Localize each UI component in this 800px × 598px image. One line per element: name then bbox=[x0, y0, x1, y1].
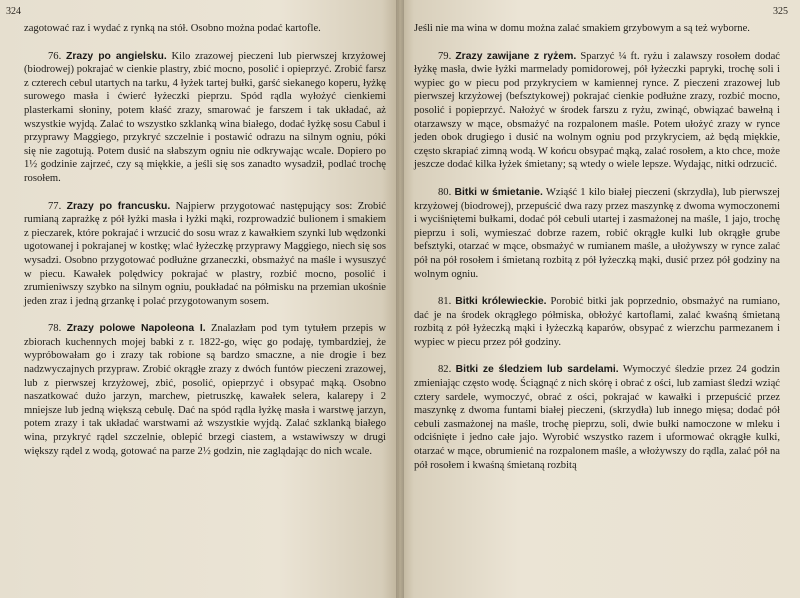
recipe-text: Najpierw przygotować następujący sos: Zrobić rumianą zaprażkę z pół łyżki masła i łyżki mąki, rozprowadzić bulionem i smakiem z pieczarek, które pokrajać i wrzucić do sosu wraz z kawałkiem szynki lub wędzonki ugotowanej i pokrajanej w kostkę; wlać łyżeczkę przyprawy Maggiego, niech się sos wysadzi. Osobno przygotować podłużne grzaneczki, obsmażyć na maśle i wysuszyć w piecu. Kawałek polędwicy pokrajać w plastry, rozbić mocno, posolić i zrumieniwszy szybko na silnym ogniu, poukładać na półmisku na przemian ukośnie jeden zraz i jedną grzankę i polać przygotowanym sosem. bbox=[24, 200, 386, 307]
recipe-number: 76. bbox=[48, 50, 62, 62]
recipe-title: Zrazy po angielsku. bbox=[66, 50, 167, 62]
recipe-79 bbox=[414, 50, 780, 172]
recipe-text: Kilo zrazowej pieczeni lub pierwszej krzyżowej (biodrowej) pokrajać w cienkie plastry, zbić mocno, posolić i opieprzyć. Zrobić farsz z czterech cebul utartych na tarku, 4 łyżek tartej bułki, garść siekanego koperu, łyżkę surowego masła i ćwierć łyżeczki pieprzu. Spód rądla wyłożyć cienkiemi plasterkami słoniny, potem kłaść zrazy, smarować je farszem i tak układać, aż wszystkie wyjdą. Zalać to wszystko szklanką wina białego, dodać łyżkę sosu Cabul i przyprawy Maggiego, przykryć szczelnie i postawić odrazu na silnym ogniu, póki się nie zagotują. Potem dusić na słabszym ogniu nie odkrywając wcale. Dopiero po 1½ godzinie zajrzeć, czy są miękkie, a jeśli się sos zanadto wysadził, podlać trochę rosołem. bbox=[24, 50, 386, 184]
page-number-left: 324 bbox=[6, 6, 21, 17]
recipe-number: 80. bbox=[438, 186, 452, 198]
recipe-title: Zrazy polowe Napoleona I. bbox=[66, 323, 206, 335]
recipe-77 bbox=[24, 200, 386, 309]
recipe-82 bbox=[414, 363, 780, 472]
recipe-76 bbox=[24, 50, 386, 186]
recipe-80 bbox=[414, 186, 780, 281]
recipe-title: Bitki ze śledziem lub sardelami. bbox=[455, 364, 619, 376]
recipe-number: 77. bbox=[48, 200, 62, 212]
recipe-title: Bitki w śmietanie. bbox=[454, 186, 543, 198]
right-page bbox=[398, 0, 800, 598]
recipe-text: Sparzyć ¼ ft. ryżu i zalawszy rosołem dodać łyżkę masła, dwie łyżki marmelady pomidorowej, pół łyżeczki papryki, trochę soli i wypiec go w piecu pod przykryciem w kamiennej rynce. Z pieczeni zrazowej lub pierwszej krzyżowej (befsztykowej) pokrajać cienkie podłużne zrazy, rozbić mocno, posolić i popieprzyć. Nałożyć w środek farszu z ryżu, zwinąć, obwiązać bawełną i otarzawszy w mące, obsmażyć na rozpalonem maśle. Potem ułożyć zrazy w rynce jeden obok drugiego i dusić na wolnym ogniu pod przykryciem, aż będą miękkie, często skrapiać zimną wodą. W końcu obsypać mąką, zalać rosołem, a kto chce, może jeszcze dodać kilka łyżek śmietany; są wtedy o wiele lepsze. Wydając, nitki odrzucić. bbox=[414, 50, 780, 171]
recipe-text: Wymoczyć śledzie przez 24 godzin zmieniając często wodę. Ściągnąć z nich skórę i obrać z ości, lub zamiast śledzi wziąć cztery sardele, wymoczyć, obrać z ości, pokrajać w kawałki i przepuścić przez maszynkę z dwoma funtami białej pieczeni, (skrzydła) lub innego mięsa; dodać pół cebuli zasmażonej na maśle, trochę pieprzu, soli, dwie bułki namoczone w mleku i odciśnięte i jedno całe jajo. Wyrobić wszystko razem i uformować okrągłe kulki, otarzać w mące, obrumienić na rozpalonem maśle, a włożywszy do rądla, zalać pół na pół rosołem i kwaśną śmietaną rozbitą bbox=[414, 364, 780, 471]
recipe-text: Wziąść 1 kilo białej pieczeni (skrzydła), lub pierwszej krzyżowej (biodrowej), przepuścić dwa razy przez maszynkę z dwoma wymoczonemi i wyciśniętemi bułkami, dodać pół cebuli utartej i zasmażonej na maśle, 1 jajo, trochę pieprzu i soli, wymieszać dobrze razem, robić okrągłe kulki lub okrągłe grube befsztyki, otarzać w mące, obsmażyć w rumianem maśle, a ułożywszy w rynce zalać pół na pół rosołem i śmietaną rozbitą z pół łyżeczką mąki, dusić przez pół godziny na wolnym ogniu. bbox=[414, 186, 780, 280]
page-number-right: 325 bbox=[773, 6, 788, 17]
continuation-text-left: zagotować raz i wydać z rynką na stół. Osobno można podać kartofle. bbox=[24, 23, 321, 34]
recipe-81 bbox=[414, 295, 780, 349]
recipe-number: 79. bbox=[438, 50, 452, 62]
recipe-title: Zrazy zawijane z ryżem. bbox=[455, 50, 577, 62]
recipe-text: Porobić bitki jak poprzednio, obsmażyć na rumiano, dać je na środek okrągłego półmiska, obłożyć kartoflami, zalać kwaśną śmietaną rozbitą z pół łyżeczką mąki i łyżeczką kaparów, obsypać z wierzchu parmezanem i wypiec w piecu przez pół godziny. bbox=[414, 296, 780, 348]
recipe-78 bbox=[24, 322, 386, 458]
recipe-number: 81. bbox=[438, 296, 452, 308]
recipe-number: 78. bbox=[48, 323, 62, 335]
continuation-text-right: Jeśli nie ma wina w domu można zalać smakiem grzybowym a są też wyborne. bbox=[414, 23, 750, 34]
recipe-title: Bitki królewieckie. bbox=[455, 296, 547, 308]
recipe-number: 82. bbox=[438, 364, 452, 376]
recipe-title: Zrazy po francusku. bbox=[66, 200, 171, 212]
left-page bbox=[0, 0, 398, 598]
recipe-text: Znalazłam pod tym tytułem przepis w zbiorach kuchennych mojej babki z r. 1822-go, więc go podaję, tymbardziej, że wypróbowałam go i zrazy tak robione są bardzo smaczne, a nie drogie i bez nadzwyczajnych przypraw. Zrobić okrągłe zrazy z dwóch funtów pieczeni zrazowej, lub z pierwszej krzyżowej, zbić, posolić, opieprzyć i obsypać mąką. Osobno naszatkować dużo jarzyn, marchew, pietruszkę, kawałek selera, kalarepy i 2 mniejsze lub jedną większą cebulę. Dać na spód rądla łyżkę masła i warstwę jarzyn, potem zrazy i tak układać warstwami aż wszystkie wyjdą. Zalać szklanką białego wina, przykryć rądel szczelnie, oblepić brzegi ciastem, a wstawiwszy w drugi większy rądel z wodą, gotować na parze 2½ godzin, nie zaglądając do nich wcale. bbox=[24, 323, 386, 457]
book-gutter bbox=[396, 0, 404, 598]
